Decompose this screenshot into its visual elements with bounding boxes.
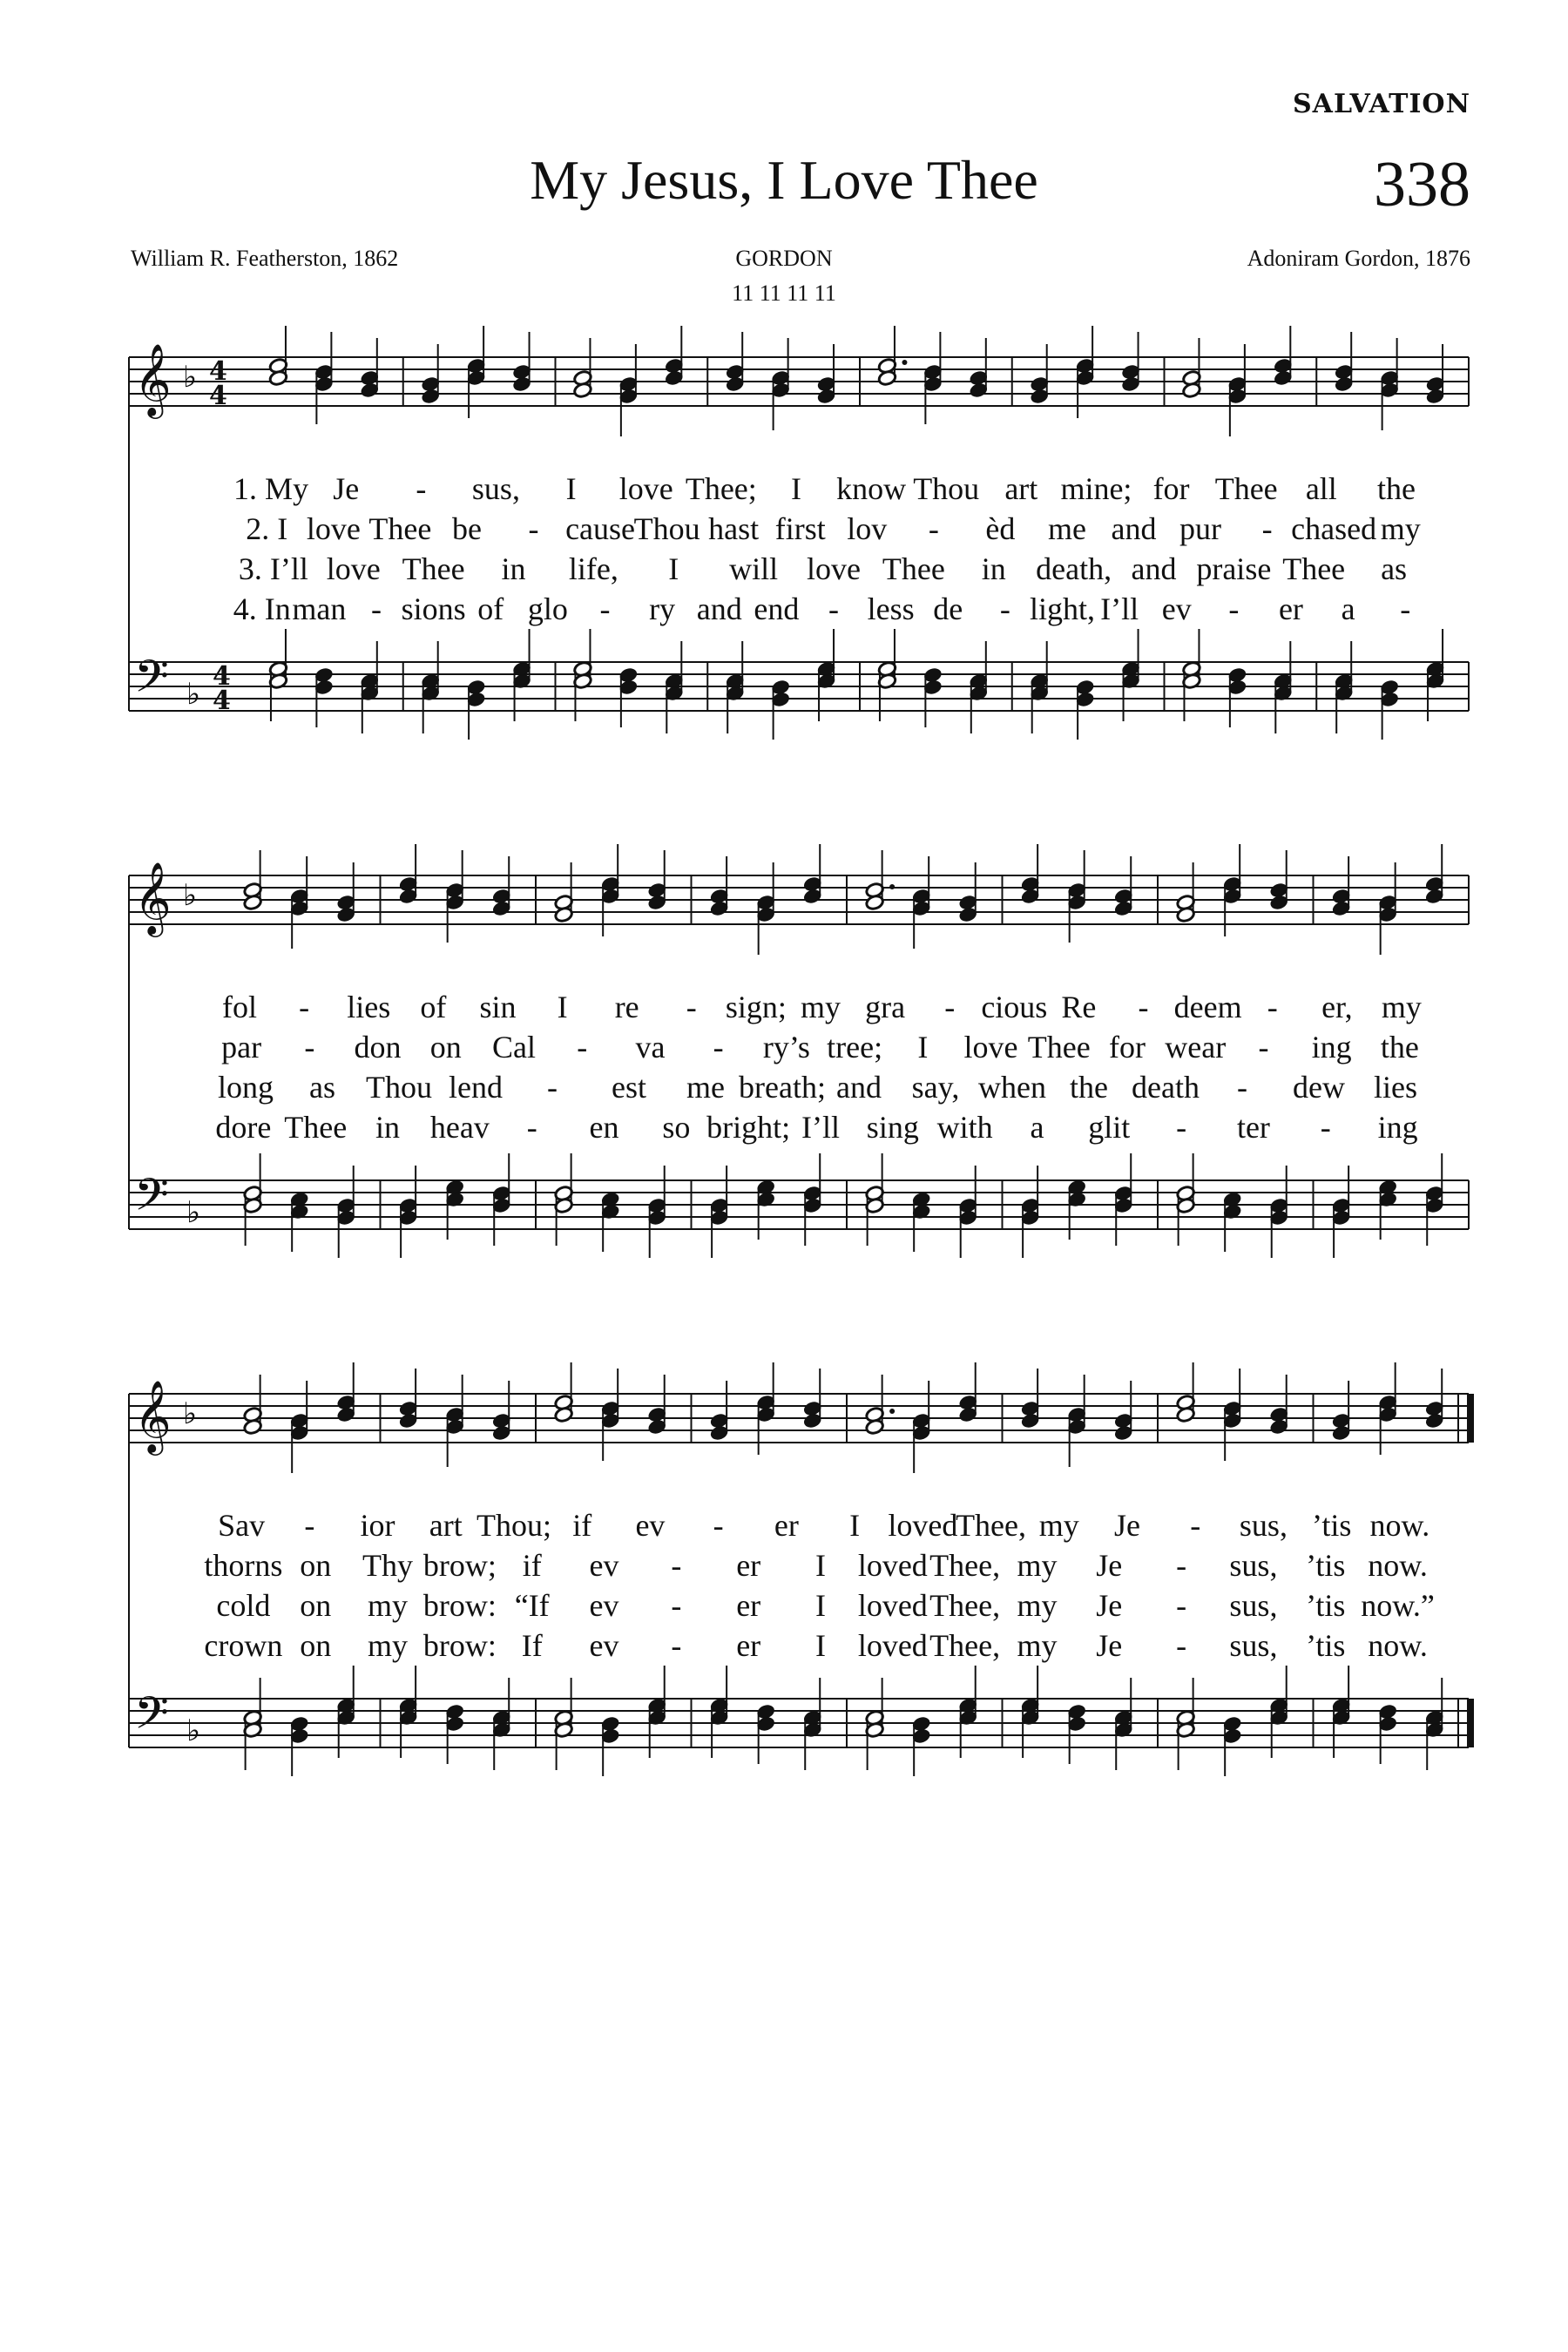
- lyric-syllable: with: [936, 1110, 993, 1145]
- lyric-syllable: now.: [1368, 1548, 1428, 1583]
- bass-clef-icon: 𝄢: [134, 650, 169, 713]
- music-system-3: [129, 1368, 1469, 1821]
- lyric-syllable: my: [1038, 1508, 1079, 1543]
- lyric-syllable: Thee: [1282, 551, 1346, 586]
- lyric-syllable: -: [299, 990, 310, 1024]
- lyric-syllable: -: [304, 1508, 315, 1543]
- lyric-syllable: Thy: [362, 1548, 414, 1583]
- lyric-syllable: the: [1376, 471, 1416, 506]
- lyric-syllable: heav: [429, 1110, 490, 1145]
- lyric-syllable: I: [815, 1548, 826, 1583]
- lyric-syllable: lov: [847, 511, 888, 546]
- lyric-syllable: and: [696, 591, 742, 626]
- lyric-syllable: en: [589, 1110, 619, 1145]
- lyric-syllable: -: [1138, 990, 1149, 1024]
- lyric-syllable: light,: [1029, 591, 1095, 626]
- lyric-syllable: gra: [865, 990, 906, 1024]
- lyric-syllable: -: [1258, 1030, 1269, 1064]
- lyric-syllable: ing: [1377, 1110, 1418, 1145]
- lyric-syllable: hast: [708, 511, 760, 546]
- lyric-line-3: [129, 1069, 1469, 1107]
- lyric-syllable: I’ll: [801, 1110, 840, 1145]
- final-bar-line: [1467, 1699, 1474, 1747]
- lyric-syllable: If: [521, 1628, 543, 1663]
- lyric-syllable: I: [815, 1628, 826, 1663]
- lyric-syllable: of: [420, 990, 447, 1024]
- staff-bass: [129, 650, 1469, 713]
- staff-bass: [129, 1168, 1469, 1232]
- lyric-syllable: I: [917, 1030, 929, 1064]
- lyric-syllable: Je: [1096, 1548, 1123, 1583]
- lyric-syllable: cold: [216, 1588, 271, 1623]
- lyric-syllable: Thee,: [929, 1548, 1001, 1583]
- key-signature-flat-icon: ♭: [183, 360, 198, 395]
- hymn-number: 338: [1374, 149, 1470, 220]
- lyric-syllable: life,: [568, 551, 618, 586]
- lyric-syllable: glit: [1088, 1110, 1131, 1145]
- lyric-syllable: 1. My: [233, 471, 309, 506]
- lyric-syllable: when: [978, 1070, 1046, 1105]
- lyric-syllable: Cal: [492, 1030, 536, 1064]
- lyric-line-4: [129, 591, 1469, 629]
- lyric-syllable: the: [1380, 1030, 1419, 1064]
- lyric-syllable: will: [729, 551, 779, 586]
- lyric-syllable: of: [477, 591, 504, 626]
- lyric-syllable: sing: [866, 1110, 919, 1145]
- treble-clef-icon: 𝄞: [134, 861, 172, 934]
- lyric-syllable: a: [1341, 591, 1355, 626]
- lyric-syllable: sus,: [1239, 1508, 1288, 1543]
- lyric-syllable: fol: [222, 990, 258, 1024]
- key-signature-flat-icon: ♭: [186, 677, 201, 712]
- lyric-syllable: ry: [649, 591, 676, 626]
- lyric-syllable: 2. I: [246, 511, 288, 546]
- lyric-syllable: -: [1190, 1508, 1201, 1543]
- lyric-syllable: in: [981, 551, 1006, 586]
- lyric-syllable: -: [713, 1030, 724, 1064]
- lyric-line-3: [129, 551, 1469, 589]
- lyric-syllable: on: [300, 1588, 332, 1623]
- lyric-syllable: crown: [204, 1628, 283, 1663]
- lyric-line-4: [129, 1109, 1469, 1147]
- bass-clef-icon: 𝄢: [134, 1168, 169, 1232]
- lyric-syllable: -: [1400, 591, 1411, 626]
- lyric-syllable: on: [300, 1628, 332, 1663]
- lyric-syllable: my: [1017, 1548, 1058, 1583]
- lyric-syllable: first: [774, 511, 826, 546]
- lyric-syllable: love: [618, 471, 673, 506]
- lyric-syllable: now.: [1368, 1628, 1428, 1663]
- lyric-syllable: brow;: [422, 1548, 497, 1583]
- lyric-syllable: de: [933, 591, 963, 626]
- lyric-syllable: loved: [857, 1628, 928, 1663]
- lyric-syllable: say,: [911, 1070, 960, 1105]
- lyric-syllable: sus,: [1229, 1588, 1278, 1623]
- lyric-line-1: [129, 989, 1469, 1027]
- lyric-syllable: loved: [888, 1508, 958, 1543]
- lyric-syllable: loved: [857, 1588, 928, 1623]
- lyric-syllable: -: [1261, 511, 1273, 546]
- lyric-syllable: er: [736, 1548, 761, 1583]
- lyric-line-1: [129, 1507, 1469, 1545]
- lyric-syllable: “If: [514, 1588, 550, 1623]
- lyric-syllable: ter: [1236, 1110, 1270, 1145]
- lyric-syllable: ev: [589, 1628, 619, 1663]
- lyric-syllable: man: [292, 591, 347, 626]
- lyric-syllable: as: [1381, 551, 1408, 586]
- lyric-syllable: lies: [347, 990, 391, 1024]
- lyric-syllable: and: [836, 1070, 882, 1105]
- lyric-line-4: [129, 1627, 1469, 1666]
- treble-clef-icon: 𝄞: [134, 342, 172, 416]
- lyric-line-1: [129, 470, 1469, 509]
- time-signature-top: 4: [209, 356, 227, 387]
- lyric-syllable: sus,: [1229, 1628, 1278, 1663]
- lyric-syllable: the: [1070, 1070, 1108, 1105]
- lyric-syllable: breath;: [739, 1070, 826, 1105]
- augmentation-dot: [902, 360, 907, 365]
- lyric-syllable: -: [1267, 990, 1278, 1024]
- lyric-syllable: ry’s: [762, 1030, 810, 1064]
- lyric-syllable: now.”: [1361, 1588, 1435, 1623]
- music-system-1: [129, 331, 1469, 784]
- lyric-syllable: -: [1237, 1070, 1247, 1105]
- lyric-syllable: -: [599, 591, 611, 626]
- lyric-syllable: ’tis: [1311, 1508, 1352, 1543]
- lyric-line-2: [129, 510, 1469, 549]
- staff-treble: [129, 861, 1469, 937]
- lyric-syllable: Je: [1114, 1508, 1140, 1543]
- lyric-syllable: Thou: [913, 471, 980, 506]
- lyric-syllable: my: [368, 1628, 409, 1663]
- lyric-syllable: sign;: [725, 990, 787, 1024]
- lyric-syllable: Thee,: [929, 1588, 1001, 1623]
- lyric-syllable: for: [1152, 471, 1190, 506]
- section-label: SALVATION: [1293, 89, 1470, 119]
- lyric-syllable: Thee: [402, 551, 465, 586]
- lyric-syllable: glo: [527, 591, 568, 626]
- lyric-syllable: Thee,: [929, 1628, 1001, 1663]
- lyric-syllable: if: [572, 1508, 592, 1543]
- lyric-syllable: 4. In: [233, 591, 291, 626]
- lyric-syllable: -: [928, 511, 939, 546]
- lyric-syllable: -: [528, 511, 539, 546]
- lyric-syllable: -: [1228, 591, 1240, 626]
- composer-credit: Adoniram Gordon, 1876: [1247, 246, 1470, 271]
- lyric-syllable: my: [368, 1588, 409, 1623]
- lyric-syllable: my: [1380, 511, 1421, 546]
- lyric-syllable: Thee: [284, 1110, 348, 1145]
- key-signature-flat-icon: ♭: [183, 878, 198, 913]
- lyric-syllable: love: [963, 1030, 1018, 1064]
- lyric-syllable: -: [304, 1030, 315, 1064]
- lyric-syllable: sin: [479, 990, 517, 1024]
- lyric-syllable: cious: [981, 990, 1048, 1024]
- lyric-syllable: chased: [1291, 511, 1377, 546]
- lyric-syllable: I: [668, 551, 679, 586]
- bass-clef-icon: 𝄢: [134, 1686, 169, 1750]
- lyric-syllable: Je: [1096, 1628, 1123, 1663]
- lyric-syllable: -: [671, 1588, 682, 1623]
- lyric-syllable: all: [1305, 471, 1337, 506]
- lyric-syllable: sus,: [471, 471, 520, 506]
- lyric-syllable: brow:: [422, 1628, 497, 1663]
- lyric-syllable: -: [1176, 1548, 1187, 1583]
- augmentation-dot: [889, 884, 895, 889]
- lyric-syllable: Thou: [633, 511, 700, 546]
- lyric-syllable: praise: [1196, 551, 1272, 586]
- lyric-syllable: death: [1132, 1070, 1200, 1105]
- lyric-syllable: and: [1131, 551, 1177, 586]
- lyric-syllable: my: [1017, 1628, 1058, 1663]
- lyric-syllable: love: [326, 551, 381, 586]
- lyric-syllable: par: [221, 1030, 262, 1064]
- lyric-syllable: -: [547, 1070, 558, 1105]
- lyric-syllable: I’ll: [1100, 591, 1139, 626]
- lyric-syllable: Re: [1061, 990, 1097, 1024]
- lyric-syllable: lies: [1374, 1070, 1417, 1105]
- lyric-syllable: on: [429, 1030, 462, 1064]
- hymn-title: My Jesus, I Love Thee: [530, 149, 1038, 211]
- lyric-syllable: sions: [401, 591, 466, 626]
- lyric-syllable: ev: [1161, 591, 1192, 626]
- lyric-syllable: -: [526, 1110, 537, 1145]
- lyric-syllable: brow:: [422, 1588, 497, 1623]
- lyric-syllable: on: [300, 1548, 332, 1583]
- lyric-syllable: art: [1004, 471, 1038, 506]
- author-credit: William R. Featherston, 1862: [131, 246, 399, 271]
- lyric-syllable: ev: [589, 1548, 619, 1583]
- lyric-syllable: love: [306, 511, 361, 546]
- lyric-syllable: -: [671, 1628, 682, 1663]
- lyric-syllable: est: [612, 1070, 646, 1105]
- lyric-syllable: -: [671, 1548, 682, 1583]
- lyric-syllable: if: [522, 1548, 542, 1583]
- lyric-syllable: -: [371, 591, 382, 626]
- augmentation-dot: [889, 1409, 895, 1414]
- lyric-syllable: Thee,: [956, 1508, 1027, 1543]
- lyric-syllable: er: [1278, 591, 1303, 626]
- lyric-syllable: don: [354, 1030, 402, 1064]
- lyric-syllable: Thee: [1027, 1030, 1091, 1064]
- staff-bass: [129, 1686, 1469, 1750]
- lyric-syllable: Sav: [218, 1508, 266, 1543]
- lyric-syllable: in: [501, 551, 526, 586]
- lyric-syllable: long: [217, 1070, 274, 1105]
- lyric-syllable: Thee: [882, 551, 945, 586]
- lyric-syllable: end: [754, 591, 800, 626]
- lyric-syllable: -: [944, 990, 956, 1024]
- music-system-2: [129, 849, 1469, 1302]
- lyric-syllable: me: [686, 1070, 725, 1105]
- lyric-syllable: ev: [589, 1588, 619, 1623]
- lyric-syllable: lend: [449, 1070, 503, 1105]
- lyric-syllable: cause: [565, 511, 636, 546]
- lyric-syllable: a: [1030, 1110, 1044, 1145]
- lyric-syllable: I: [565, 471, 577, 506]
- lyric-syllable: er: [774, 1508, 799, 1543]
- lyric-syllable: -: [1176, 1110, 1187, 1145]
- lyric-syllable: art: [429, 1508, 463, 1543]
- lyric-line-2: [129, 1547, 1469, 1585]
- lyric-syllable: know: [836, 471, 907, 506]
- staff-treble: [129, 1379, 1469, 1456]
- lyric-syllable: er: [736, 1628, 761, 1663]
- lyric-syllable: tree;: [827, 1030, 883, 1064]
- lyric-syllable: my: [800, 990, 841, 1024]
- lyric-syllable: -: [828, 591, 839, 626]
- lyric-syllable: ’tis: [1306, 1628, 1346, 1663]
- lyric-syllable: re: [614, 990, 639, 1024]
- key-signature-flat-icon: ♭: [186, 1713, 201, 1748]
- lyric-syllable: er: [736, 1588, 761, 1623]
- lyric-syllable: -: [1176, 1628, 1187, 1663]
- lyric-syllable: Thee: [1214, 471, 1278, 506]
- lyric-syllable: wear: [1165, 1030, 1227, 1064]
- lyric-syllable: ’tis: [1306, 1588, 1346, 1623]
- final-bar-line: [1467, 1394, 1474, 1443]
- lyric-syllable: dore: [215, 1110, 272, 1145]
- lyric-syllable: death,: [1036, 551, 1112, 586]
- lyric-line-2: [129, 1029, 1469, 1067]
- key-signature-flat-icon: ♭: [183, 1396, 198, 1431]
- lyric-syllable: ev: [635, 1508, 666, 1543]
- time-signature-top: 4: [213, 661, 231, 692]
- lyric-syllable: ing: [1311, 1030, 1352, 1064]
- lyric-syllable: mine;: [1060, 471, 1132, 506]
- lyric-syllable: for: [1109, 1030, 1146, 1064]
- lyric-syllable: -: [416, 471, 427, 506]
- lyric-syllable: me: [1047, 511, 1086, 546]
- lyric-syllable: my: [1017, 1588, 1058, 1623]
- lyric-syllable: I: [849, 1508, 861, 1543]
- lyric-syllable: Thee;: [685, 471, 757, 506]
- lyric-syllable: 3. I’ll: [238, 551, 308, 586]
- key-signature-flat-icon: ♭: [186, 1195, 201, 1230]
- lyric-syllable: so: [662, 1110, 691, 1145]
- lyric-syllable: -: [713, 1508, 724, 1543]
- lyric-syllable: I: [815, 1588, 826, 1623]
- lyric-syllable: Thou;: [476, 1508, 551, 1543]
- lyric-syllable: less: [867, 591, 915, 626]
- lyric-syllable: loved: [857, 1548, 928, 1583]
- lyric-syllable: -: [577, 1030, 588, 1064]
- lyric-syllable: love: [807, 551, 861, 586]
- lyric-syllable: as: [309, 1070, 335, 1105]
- lyric-syllable: va: [635, 1030, 666, 1064]
- lyric-syllable: I: [790, 471, 801, 506]
- time-signature-bottom: 4: [213, 686, 231, 716]
- lyric-syllable: èd: [985, 511, 1016, 546]
- lyric-syllable: Je: [333, 471, 360, 506]
- meter: 11 11 11 11: [732, 280, 836, 306]
- lyric-syllable: be: [451, 511, 482, 546]
- lyric-syllable: -: [999, 591, 1010, 626]
- lyric-syllable: ’tis: [1306, 1548, 1346, 1583]
- lyric-syllable: ior: [360, 1508, 395, 1543]
- treble-clef-icon: 𝄞: [134, 1379, 172, 1452]
- lyric-syllable: Je: [1096, 1588, 1123, 1623]
- lyric-syllable: bright;: [706, 1110, 791, 1145]
- lyric-syllable: in: [375, 1110, 401, 1145]
- lyric-syllable: Thou: [366, 1070, 432, 1105]
- lyric-syllable: pur: [1179, 511, 1222, 546]
- lyric-line-3: [129, 1587, 1469, 1625]
- lyric-syllable: I: [557, 990, 568, 1024]
- lyric-syllable: and: [1111, 511, 1157, 546]
- lyric-syllable: deem: [1173, 990, 1242, 1024]
- time-signature-bottom: 4: [209, 381, 227, 411]
- lyric-syllable: thorns: [204, 1548, 283, 1583]
- lyric-syllable: -: [1176, 1588, 1187, 1623]
- lyric-syllable: -: [1320, 1110, 1331, 1145]
- lyric-syllable: my: [1381, 990, 1422, 1024]
- lyric-syllable: now.: [1369, 1508, 1430, 1543]
- lyric-syllable: sus,: [1229, 1548, 1278, 1583]
- lyric-syllable: er,: [1321, 990, 1353, 1024]
- tune-name: GORDON: [735, 246, 833, 271]
- lyric-syllable: -: [686, 990, 697, 1024]
- lyric-syllable: Thee: [368, 511, 432, 546]
- lyric-syllable: dew: [1293, 1070, 1345, 1105]
